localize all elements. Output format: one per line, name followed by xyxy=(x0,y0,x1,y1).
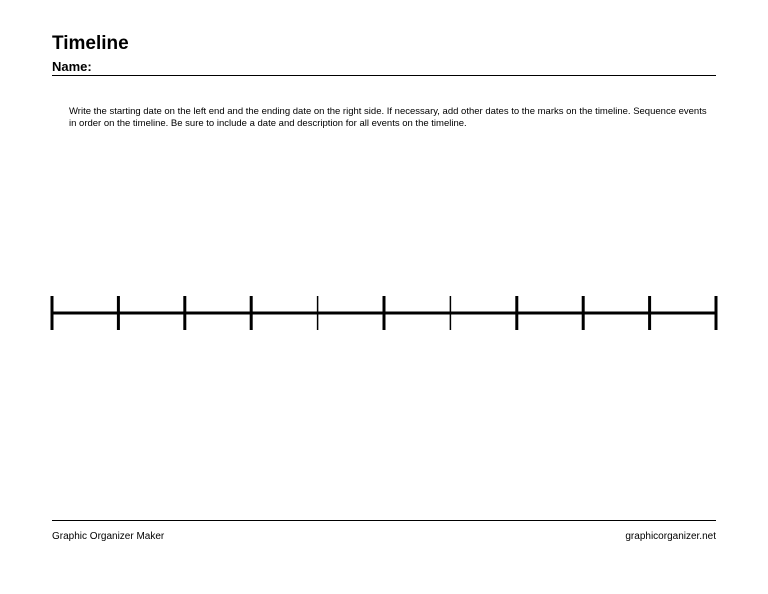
timeline xyxy=(0,290,768,340)
footer-website: graphicorganizer.net xyxy=(625,531,716,542)
header-divider xyxy=(52,75,716,76)
instructions-text: Write the starting date on the left end and the ending date on the right side. If necessary, add other dates to the marks on the timeline. Sequence events in order on the timeline. Be sure to include a date and description for all events on the timeline. xyxy=(69,106,707,129)
name-label: Name: xyxy=(52,59,92,74)
page-title: Timeline xyxy=(52,33,129,54)
footer-divider xyxy=(52,520,716,521)
footer-brand: Graphic Organizer Maker xyxy=(52,531,165,542)
